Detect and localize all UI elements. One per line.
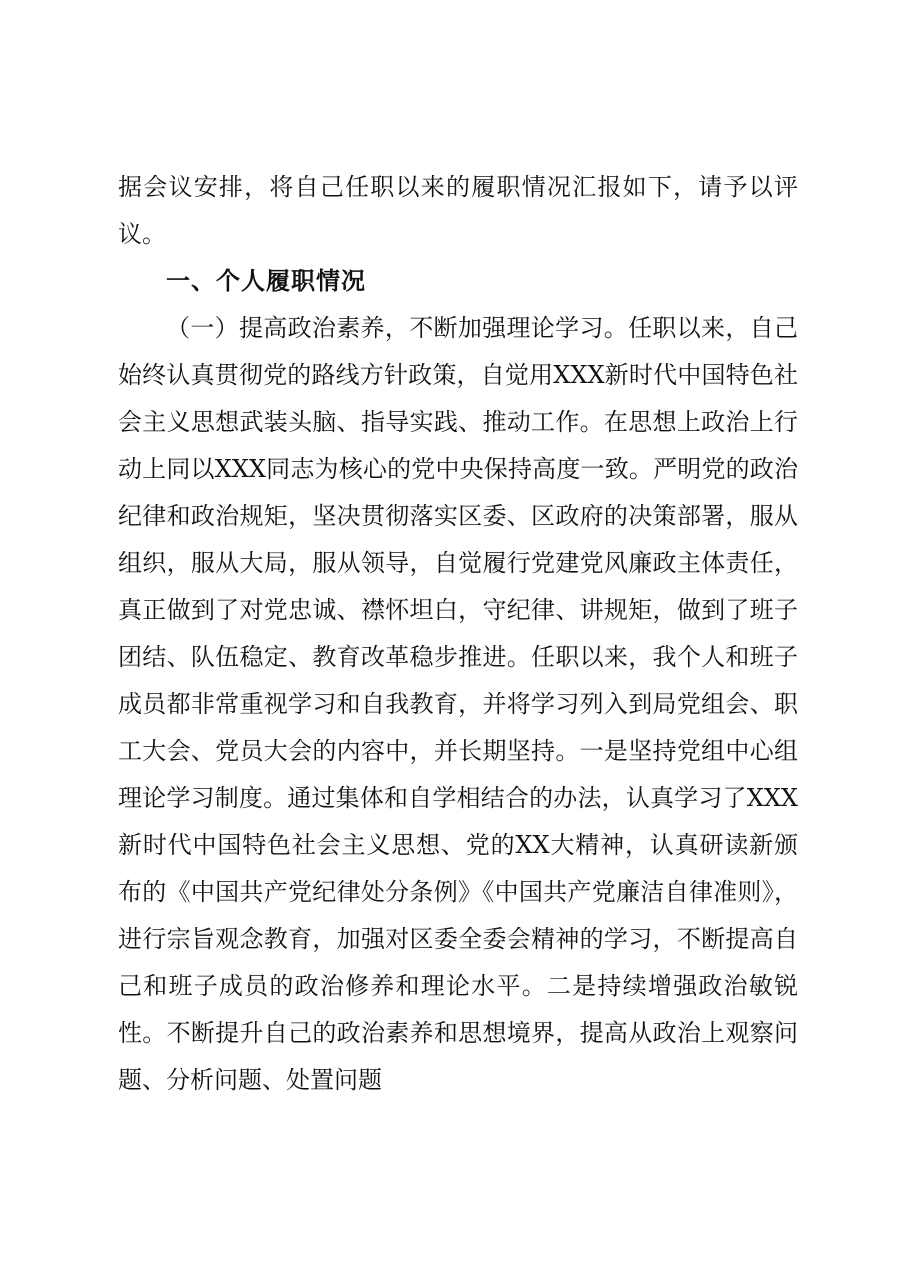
body-paragraph: （一）提高政治素养，不断加强理论学习。任职以来，自己始终认真贯彻党的路线方针政策，自觉用XXX新时代中国特色社会主义思想武装头脑、指导实践、推动工作。在思想上政治上行动上同以XXX同志为核心的党中央保持高度一致。严明党的政治纪律和政治规矩，坚决贯彻落实区委、区政府的决策部署，服从组织，服从大局，服从领导，自觉履行党建党风廉政主体责任，真正做到了对党忠诚、襟怀坦白，守纪律、讲规矩，做到了班子团结、队伍稳定、教育改革稳步推进。任职以来，我个人和班子成员都非常重视学习和自我教育，并将学习列入到局党组会、职工大会、党员大会的内容中，并长期坚持。一是坚持党组中心组理论学习制度。通过集体和自学相结合的办法，认真学习了XXX新时代中国特色社会主义思想、党的XX大精神，认真研读新颁布的《中国共产党纪律处分条例》《中国共产党廉洁自律准则》，进行宗旨观念教育，加强对区委全委会精神的学习，不断提高自己和班子成员的政治修养和理论水平。二是持续增强政治敏锐性。不断提升自己的政治素养和思想境界，提高从政治上观察问题、分析问题、处置问题 — [118, 314, 798, 1094]
intro-paragraph: 据会议安排，将自己任职以来的履职情况汇报如下，请予以评议。 — [118, 173, 798, 248]
document-body — [118, 164, 798, 1104]
section-heading: 一、个人履职情况 — [166, 267, 366, 295]
